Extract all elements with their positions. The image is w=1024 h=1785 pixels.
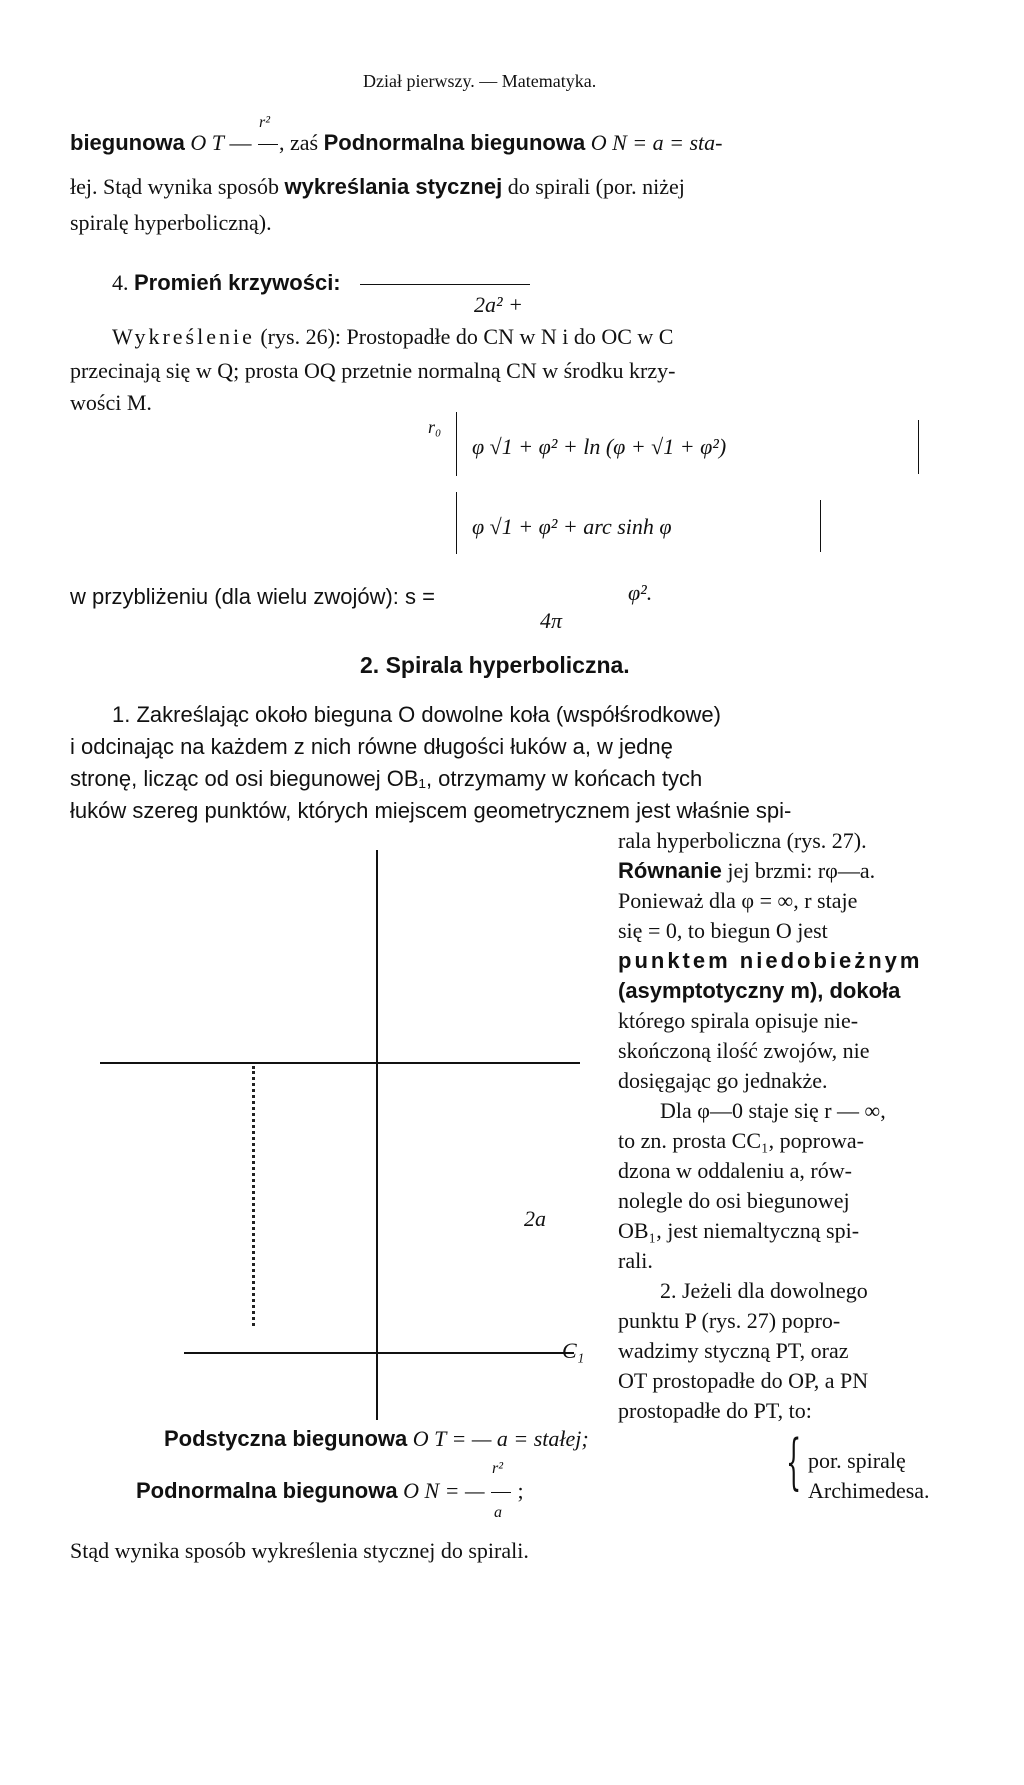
formula-denominator: φ √1 + φ² + arc sinh φ — [472, 514, 672, 539]
text-line: Ponieważ dla φ = ∞, r staje — [618, 888, 858, 913]
text-line: Równanie jej brzmi: rφ—a. — [618, 858, 876, 883]
text-line: Podnormalna biegunowa O N = — $\frac{\text{r²}}{a}$ ; — [136, 1460, 524, 1521]
approx-phi: φ². — [628, 580, 653, 605]
text-line: wadzimy styczną PT, oraz — [618, 1338, 849, 1363]
right-brace: { — [786, 1427, 802, 1497]
text-line: Dla φ—0 staje się r — ∞, — [660, 1098, 886, 1123]
text-line: dzona w oddaleniu a, rów- — [618, 1158, 852, 1183]
text-line: wości M. — [70, 390, 152, 415]
text-line: 4. Promień krzywości: — [112, 268, 530, 298]
text-line: nolegle do osi biegunowej — [618, 1188, 850, 1213]
text-line: Stąd wynika sposób wykreślenia stycznej do spirali. — [70, 1538, 529, 1563]
formula-numerator: φ √1 + φ² + ln (φ + √1 + φ²) — [472, 434, 727, 459]
text-line: się = 0, to biegun O jest — [618, 918, 828, 943]
formula-r0: r₀ — [428, 417, 442, 437]
text-line: rala hyperboliczna (rys. 27). — [618, 828, 867, 853]
upper-horizontal-line — [100, 1062, 580, 1064]
fraction-denominator: 2a² + — [474, 292, 523, 317]
text-line: przecinają się w Q; prosta OQ przetnie normalną CN w środku krzy- — [70, 358, 676, 383]
text-line: dosięgając go jednakże. — [618, 1068, 828, 1093]
text-line: por. spiralę — [808, 1448, 906, 1473]
text-line: stronę, licząc od osi biegunowej OB₁, otrzymamy w końcach tych — [70, 766, 703, 791]
lower-horizontal-line — [184, 1352, 574, 1354]
page-header: Dział pierwszy. — Matematyka. — [363, 71, 597, 91]
section-title: 2. Spirala hyperboliczna. — [360, 652, 630, 678]
text-line: 1. Zakreślając około bieguna O dowolne koła (współśrodkowe) — [112, 702, 721, 727]
text-line: prostopadłe do PT, to: — [618, 1398, 812, 1423]
text-line: łej. Stąd wynika sposób wykreślania stycznej do spirali (por. niżej — [70, 174, 685, 199]
text-line: to zn. prosta CC₁, poprowa- — [618, 1128, 864, 1153]
label-2a: 2a — [524, 1206, 546, 1231]
label-c1: C₁ — [562, 1338, 585, 1363]
text-line: 2. Jeżeli dla dowolnego — [660, 1278, 868, 1303]
text-line: rali. — [618, 1248, 653, 1273]
text-line: Wykreślenie (rys. 26): Prostopadłe do CN w N i do OC w C — [112, 324, 674, 349]
approx-text: w przybliżeniu (dla wielu zwojów): s = — [70, 584, 435, 609]
text-line: skończoną ilość zwojów, nie — [618, 1038, 870, 1063]
text-line: OB₁, jest niemaltyczną spi- — [618, 1218, 860, 1243]
vertical-axis-line — [376, 850, 378, 1420]
text-line: (asymptotyczny m), dokoła — [618, 978, 901, 1003]
text-line: biegunowa O T — r² , zaś Podnormalna biegunowa O N = a = sta- — [70, 114, 723, 155]
dotted-asymptote — [252, 1066, 255, 1326]
text-line: OT prostopadłe do OP, a PN — [618, 1368, 869, 1393]
text-line: punktu P (rys. 27) popro- — [618, 1308, 841, 1333]
text-line: Podstyczna biegunowa O T = — a = stałej; — [164, 1426, 589, 1451]
text-line: łuków szereg punktów, których miejscem geometrycznem jest właśnie spi- — [70, 798, 792, 823]
text-line: punktem niedobieżnym — [618, 948, 923, 973]
text-line: którego spirala opisuje nie- — [618, 1008, 859, 1033]
approx-den: 4π — [540, 608, 563, 633]
text-line: spiralę hyperboliczną). — [70, 210, 272, 235]
text-line: i odcinając na każdem z nich równe długości łuków a, w jednę — [70, 734, 673, 759]
text-line: Archimedesa. — [808, 1478, 930, 1503]
